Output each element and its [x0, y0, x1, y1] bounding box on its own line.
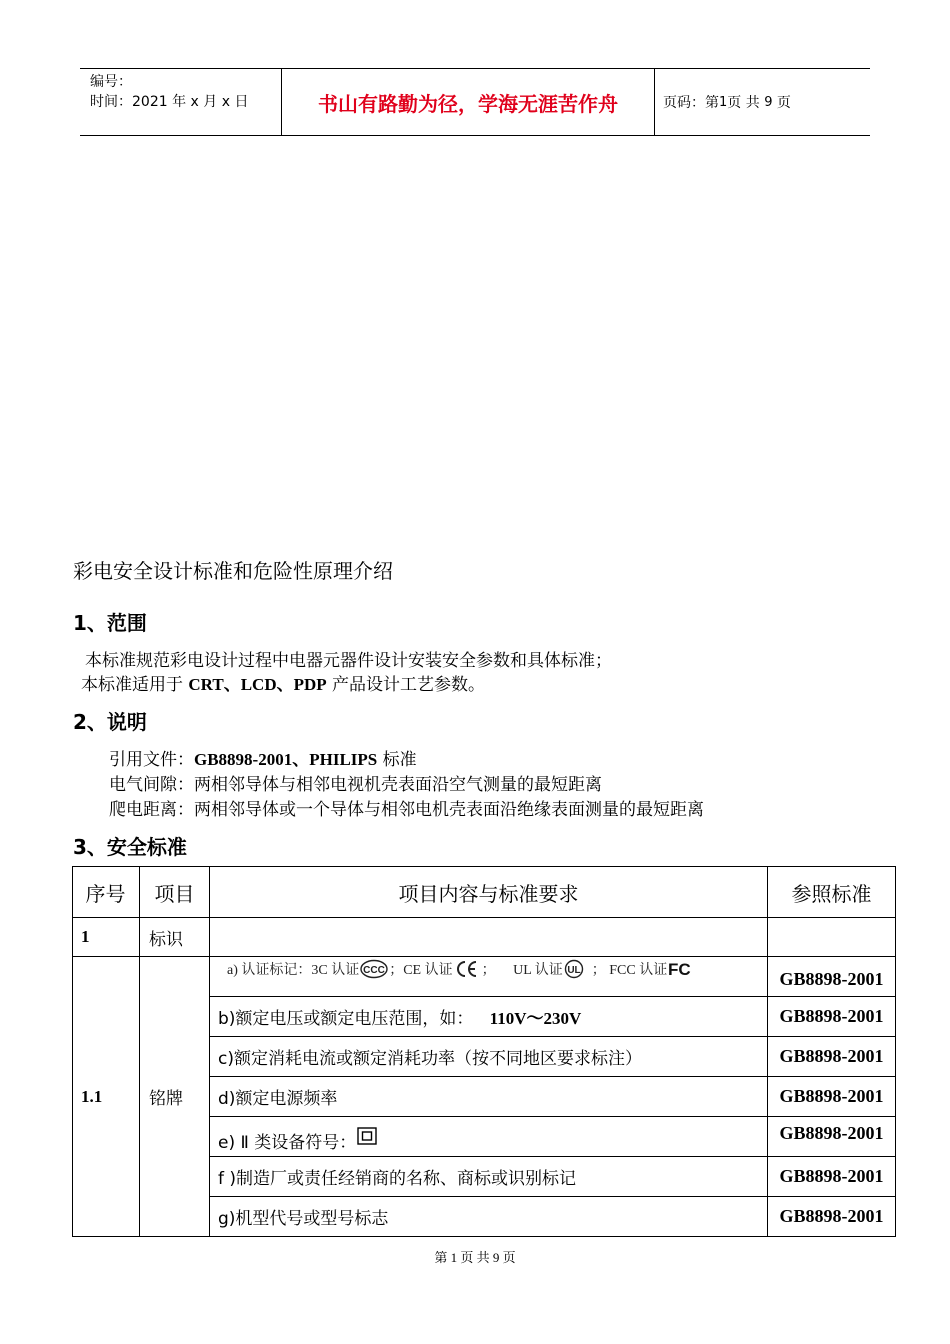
page-header — [80, 68, 870, 136]
section-1-heading: 1、范围 — [73, 611, 147, 635]
header-item: 项目 — [154, 881, 195, 906]
row-b-text: b)额定电压或额定电压范围，如： 110V～230V — [218, 1009, 582, 1029]
row-c-standard: GB8898-2001 — [779, 1046, 884, 1066]
row-e-standard: GB8898-2001 — [779, 1123, 884, 1143]
code-label: 编号： — [90, 74, 132, 90]
row1-no: 1 — [81, 927, 90, 946]
fcc-mark-icon — [667, 959, 695, 979]
section-2-creepage: 爬电距离：两相邻导体或一个导体与相邻电机壳表面沿绝缘表面测量的最短距离 — [109, 800, 704, 820]
header-no: 序号 — [85, 881, 126, 906]
ce-mark-icon — [456, 959, 478, 979]
header-standard: 参照标准 — [791, 881, 872, 906]
cert-marks-line: a) 认证标记：3C 认证 CCC ；CE 认证 ； UL 认证 UL ； FCC 认证 FC — [227, 957, 695, 981]
svg-text:FC: FC — [668, 960, 691, 979]
date-label: 时间：2021 年 x 月 x 日 — [90, 94, 249, 110]
row-g-standard: GB8898-2001 — [779, 1206, 884, 1226]
section-1-para-1: 本标准规范彩电设计过程中电器元器件设计安装安全参数和具体标准； — [85, 651, 612, 671]
row-f-standard: GB8898-2001 — [779, 1166, 884, 1186]
doc-title: 彩电安全设计标准和危险性原理介绍 — [73, 559, 393, 583]
group-no: 1.1 — [81, 1086, 103, 1106]
header-meta — [80, 69, 282, 135]
row-d-standard: GB8898-2001 — [779, 1086, 884, 1106]
cert-standard: GB8898-2001 — [779, 969, 884, 989]
group-item: 铭牌 — [149, 1089, 183, 1109]
section-2-clearance: 电气间隙：两相邻导体与相邻电视机壳表面沿空气测量的最短距离 — [109, 775, 602, 795]
row-e-text: e) Ⅱ 类设备符号： — [218, 1117, 378, 1156]
class-ii-symbol-icon — [356, 1126, 378, 1146]
header-page-number: 页码：第 1 页 共 9 页 — [663, 94, 791, 111]
section-2-reference: 引用文件：GB8898-2001、PHILIPS 标准 — [109, 750, 417, 770]
ul-mark-icon — [563, 959, 585, 979]
header-motto: 书山有路勤为径，学海无涯苦作舟 — [282, 69, 655, 135]
row-b-standard: GB8898-2001 — [779, 1006, 884, 1026]
row-d-text: d)额定电源频率 — [218, 1089, 338, 1109]
svg-text:UL: UL — [567, 965, 581, 976]
section-3-heading: 3、安全标准 — [73, 835, 187, 859]
section-2-heading: 2、说明 — [73, 710, 147, 734]
page-footer: 第 1 页 共 9 页 — [434, 1250, 516, 1265]
ccc-mark-icon — [359, 959, 389, 979]
header-content: 项目内容与标准要求 — [398, 881, 579, 906]
row-f-text: f )制造厂或责任经销商的名称、商标或识别标记 — [218, 1169, 577, 1189]
safety-standard-table — [72, 866, 896, 1237]
row1-item: 标识 — [149, 929, 183, 950]
section-1-para-2: 本标准适用于 CRT、LCD、PDP 产品设计工艺参数。 — [81, 675, 486, 695]
row-g-text: g)机型代号或型号标志 — [218, 1209, 389, 1229]
svg-text:CCC: CCC — [363, 965, 386, 976]
row-c-text: c)额定消耗电流或额定消耗功率（按不同地区要求标注） — [218, 1049, 642, 1069]
